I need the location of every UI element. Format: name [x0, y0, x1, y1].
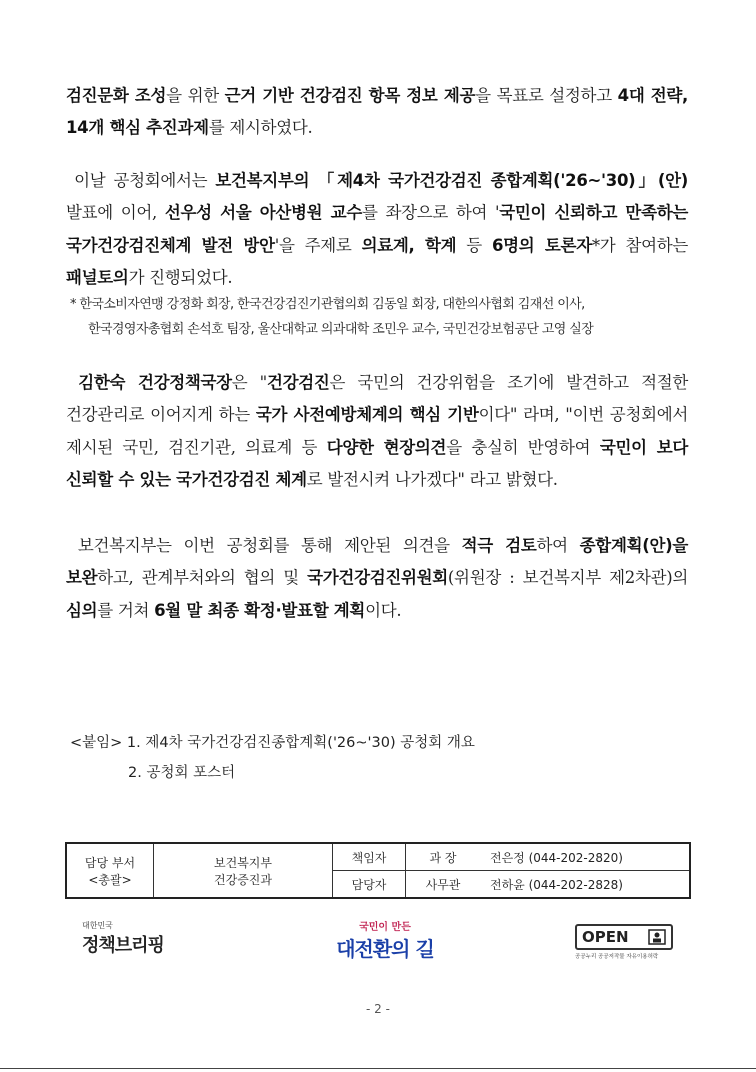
- text-bold: 국민이 보다 신뢰할 수 있는 국가건강검진 체계: [66, 437, 689, 489]
- text: 은 국민의 건강위험을 조기에 발견하고 적절한 건강관리로 이어지게 하는: [66, 373, 688, 425]
- text-bold: 심의: [66, 600, 98, 620]
- text-bold: 건강검진: [266, 373, 330, 392]
- dept-label-cell: [66, 843, 154, 898]
- text: 이날 공청회에서는: [66, 171, 216, 190]
- text-bold: 국가 사전예방체계의 핵심 기반: [255, 405, 479, 425]
- contact-table: [65, 842, 691, 899]
- text-bold: 보건복지부의 「제4차 국가건강검진 종합계획('26~'30)」(안): [215, 171, 688, 190]
- page-bottom-divider: [0, 1068, 756, 1069]
- attachment-item-2: 2. 공청회 포스터: [128, 765, 236, 781]
- text: 을 충실히 반영하여: [446, 437, 600, 457]
- paragraph-1: [66, 80, 688, 145]
- text-bold: 검진문화 조성: [66, 86, 167, 105]
- text: 를 거쳐: [97, 600, 155, 620]
- campaign-logo: [336, 918, 434, 962]
- text-bold: 4대 전략, 14개 핵심 추진과제: [66, 86, 689, 138]
- paragraph-2: [66, 165, 688, 294]
- dept-label: 담당 부서: [84, 855, 136, 870]
- text: 보건복지부는 이번 공청회를 통해 제안된 의견을: [66, 536, 462, 555]
- text-bold: 6명의 토론자: [491, 235, 592, 255]
- campaign-logo-small: 국민이 만든: [359, 922, 411, 933]
- text-bold: 6월 말 최종 확정·발표할 계획: [154, 600, 366, 620]
- open-license-caption: 공공누리 공공저작물 자유이용허락: [575, 954, 659, 960]
- paragraph-3: [66, 367, 688, 496]
- person-cell: 전하윤 (044-202-2828): [480, 871, 690, 899]
- text-bold: 근거 기반 건강검진 항목 정보 제공: [224, 86, 476, 105]
- text: 이다" 라며, "이번 공청회에서 제시된 국민, 검진기관, 의료계 등: [66, 405, 688, 457]
- footnote-line-2: 한국경영자총협회 손석호 팀장, 울산대학교 의과대학 조민우 교수, 국민건강보험공단 고영 실장: [88, 322, 594, 337]
- policy-briefing-logo: [82, 920, 182, 957]
- page-number: - 2 -: [366, 1002, 390, 1016]
- paragraph-4: [66, 530, 688, 627]
- open-license-text: OPEN: [582, 928, 629, 946]
- campaign-logo-text: 대전환의 길: [336, 937, 434, 961]
- text: 등: [456, 235, 492, 255]
- text: 을 목표로 설정하고: [475, 86, 618, 105]
- text: [66, 373, 78, 392]
- text-bold: 종합계획(안)을 보완: [66, 536, 688, 588]
- title-cell: 사무관: [406, 871, 481, 899]
- person-icon: [648, 929, 666, 945]
- dept-name-cell: [154, 843, 333, 898]
- text-bold: 선우성 서울 아산병원 교수: [164, 203, 362, 223]
- open-license-badge: [575, 924, 673, 950]
- text: *가 참여하는: [591, 235, 689, 255]
- footnote: [70, 292, 692, 342]
- text: 을 위한: [166, 86, 225, 105]
- text: 하여: [536, 536, 580, 555]
- title-cell: 과 장: [406, 843, 481, 871]
- text-bold: 패널토의: [66, 267, 129, 287]
- policy-briefing-logo-small: 대한민국: [82, 921, 113, 930]
- text: 하고, 관계부처와의 협의 및: [97, 568, 308, 588]
- policy-briefing-logo-text: 정책브리핑: [82, 935, 164, 956]
- text: 로 발전시켜 나가겠다" 라고 밝혔다.: [306, 469, 558, 489]
- role-cell: 담당자: [333, 871, 406, 899]
- footnote-line-1: * 한국소비자연맹 강정화 회장, 한국건강검진기관협의회 김동일 회장, 대한의사협회 김재선 이사,: [70, 297, 585, 312]
- text-bold: 국민이 신뢰하고 만족하는 국가건강검진체계 발전 방안: [66, 203, 688, 255]
- person-cell: 전은정 (044-202-2820): [480, 843, 690, 871]
- text-bold: 국가건강검진위원회: [307, 568, 448, 588]
- attachment-item-1: <붙임> 1. 제4차 국가건강검진종합계획('26~'30) 공청회 개요: [70, 735, 475, 751]
- text-bold: 적극 검토: [461, 536, 537, 555]
- attachment-list: [70, 728, 475, 788]
- open-license-logo: [575, 924, 673, 960]
- text: 은 ": [231, 373, 267, 392]
- text: '을 주제로: [274, 235, 362, 255]
- dept-sub-label: <총괄>: [88, 872, 132, 887]
- text: 발표에 이어,: [66, 203, 165, 223]
- text-bold: 김한숙 건강정책국장: [78, 373, 232, 392]
- text: 를 좌장으로 하여 ': [361, 203, 500, 223]
- text: 가 진행되었다.: [128, 267, 233, 287]
- text: 를 제시하였다.: [208, 118, 313, 138]
- text: (위원장 : 보건복지부 제2차관)의: [447, 568, 688, 588]
- text-bold: 의료계, 학계: [361, 235, 457, 255]
- text: 이다.: [365, 600, 402, 620]
- division-name: 건강증진과: [214, 872, 272, 887]
- text-bold: 다양한 현장의견: [326, 437, 447, 457]
- org-name: 보건복지부: [214, 855, 272, 870]
- role-cell: 책임자: [333, 843, 406, 871]
